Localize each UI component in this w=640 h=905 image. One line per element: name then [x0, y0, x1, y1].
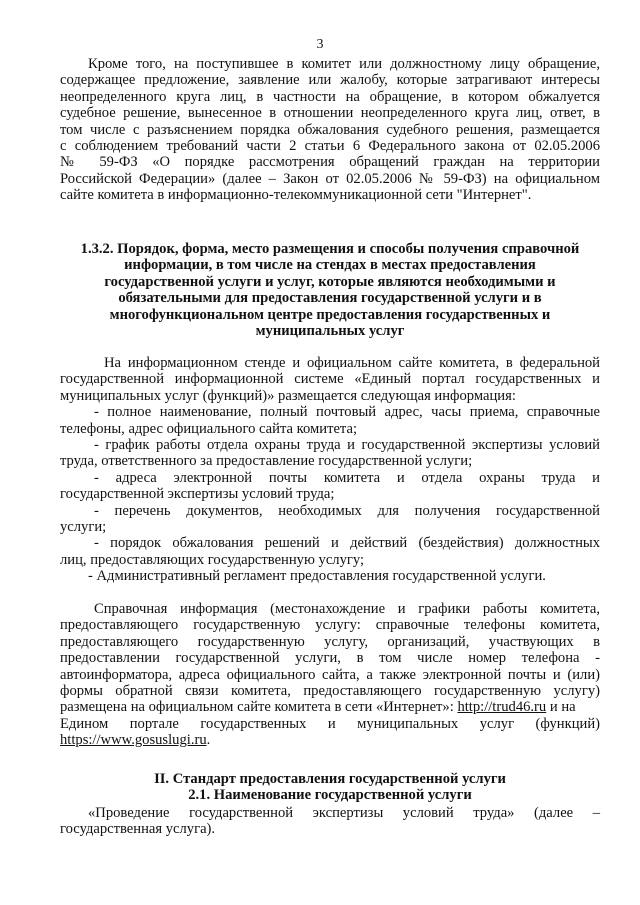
- paragraph-complaints: [60, 56, 600, 204]
- text-line: том числе с разъяснением порядка обжалования судебного решения, размещается: [60, 121, 600, 138]
- text-line: Справочная информация (местонахождение и графики работы комитета,: [94, 601, 600, 617]
- text-line: формы обратной связи комитета, предоставляющего государственную услугу): [60, 683, 600, 700]
- list-item: - порядок обжалования решений и действий (бездействия) должностных: [94, 535, 600, 552]
- list-item-continuation: телефоны, адрес официального сайта комитета;: [60, 420, 358, 437]
- list-item-continuation: услуги;: [60, 519, 107, 536]
- text-fragment: размещена на официальном сайте комитета в сети «Интернет»:: [60, 699, 458, 716]
- text-line: автоинформатора, адреса официального сайта, а также электронной почты и (или): [60, 666, 600, 683]
- text-line: неопределенного круга лиц, в частности на обращение, в котором обжалуется: [60, 88, 600, 105]
- text-line-with-link: [60, 732, 600, 748]
- text-line: № 59-ФЗ «О порядке рассмотрения обращений граждан на территории: [60, 154, 600, 171]
- heading-section-2: [60, 771, 600, 804]
- heading-line: муниципальных услуг: [255, 323, 405, 340]
- text-fragment: .: [206, 732, 211, 749]
- heading-line: информации, в том числе на стендах в местах предоставления: [124, 257, 536, 274]
- text-line: государственная услуга).: [60, 821, 216, 838]
- text-line: судебное решение, вынесенное в отношении неопределенного круга лиц, ответ, в: [60, 105, 600, 122]
- list-item: - адреса электронной почты комитета и отдела охраны труда и: [94, 469, 600, 486]
- text-fragment: и на: [546, 699, 576, 716]
- list-item-continuation: лиц, предоставляющих государственную услугу;: [60, 551, 365, 568]
- list-item-continuation: государственной экспертизы условий труда;: [60, 486, 335, 503]
- text-line: с соблюдением требований части 2 статьи 6 Федерального закона от 02.05.2006: [60, 138, 600, 155]
- heading-line: обязательными для предоставления государственной услуги и в: [118, 290, 542, 307]
- text-line: содержащее предложение, заявление или жалобу, которые затрагивают интересы: [60, 72, 600, 89]
- list-item-continuation: труда, ответственного за предоставление государственной услуги;: [60, 453, 473, 470]
- heading-line: многофункциональном центре предоставления государственных и: [109, 306, 551, 323]
- heading-section-1-3-2: [60, 241, 600, 339]
- list-item: - полное наименование, полный почтовый адрес, часы приема, справочные: [94, 404, 600, 421]
- list-item: - Административный регламент предоставления государственной услуги.: [88, 568, 546, 585]
- list-item: - график работы отдела охраны труда и государственной экспертизы условий: [94, 437, 600, 454]
- text-line: предоставлении государственной услуги, в том числе номер телефона -: [60, 650, 600, 667]
- page-number: 3: [316, 37, 324, 52]
- link-trud46[interactable]: http://trud46.ru: [457, 699, 547, 716]
- heading-line: государственной услуги и услуг, которые являются необходимыми и: [104, 273, 556, 290]
- text-line: предоставляющего государственную услугу, организаций, участвующих в: [60, 633, 600, 650]
- paragraph-info-stand: [60, 355, 600, 585]
- text-line: сайте комитета в информационно-телекоммуникационной сети "Интернет".: [60, 187, 532, 204]
- text-line: Российской Федерации» (далее – Закон от 02.05.2006 № 59-ФЗ) на официальном: [60, 170, 600, 187]
- heading-line: 1.3.2. Порядок, форма, место размещения и способы получения справочной: [80, 241, 580, 257]
- text-line: предоставляющего государственную услугу: справочные телефоны комитета,: [60, 617, 600, 634]
- text-line: На информационном стенде и официальном сайте комитета, в федеральной: [104, 355, 600, 371]
- list-item: - перечень документов, необходимых для получения государственной: [94, 502, 600, 519]
- subsection-title: 2.1. Наименование государственной услуги: [188, 787, 472, 804]
- paragraph-service-name: [60, 805, 600, 838]
- paragraph-reference-info: [60, 601, 600, 749]
- section-title: II. Стандарт предоставления государственной услуги: [154, 771, 506, 787]
- link-gosuslugi[interactable]: https://www.gosuslugi.ru: [60, 732, 207, 749]
- text-line: Едином портале государственных и муниципальных услуг (функций): [60, 715, 600, 732]
- text-line: муниципальных услуг (функций)» размещается следующая информация:: [60, 387, 516, 404]
- text-line: Кроме того, на поступившее в комитет или должностному лицу обращение,: [88, 56, 600, 72]
- text-line-with-link: [60, 699, 600, 715]
- text-line: «Проведение государственной экспертизы условий труда» (далее –: [88, 805, 600, 821]
- text-line: государственной информационной системе «Единый портал государственных и: [60, 371, 600, 388]
